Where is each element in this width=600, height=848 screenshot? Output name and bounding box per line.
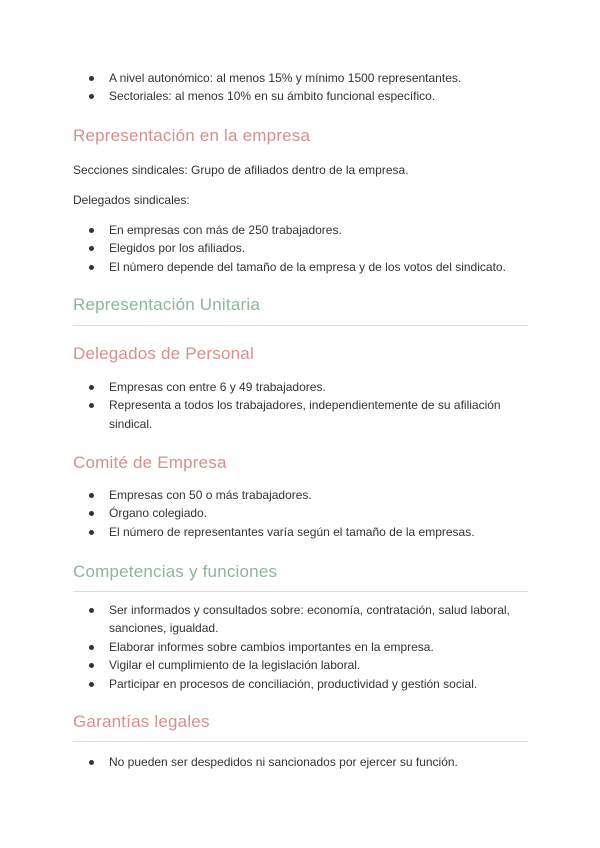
section-comite <box>73 452 528 474</box>
list-item: En empresas con más de 250 trabajadores. <box>73 221 528 239</box>
list-item: Ser informados y consultados sobre: economía, contratación, salud laboral, sanciones, igualdad. <box>73 601 528 638</box>
empresa-list <box>73 221 528 276</box>
competencias-list-block <box>73 601 528 693</box>
list-item: Vigilar el cumplimiento de la legislación laboral. <box>73 656 528 674</box>
garantias-list-block <box>73 753 528 771</box>
garantias-list <box>73 753 528 771</box>
secciones-paragraph-block <box>73 161 528 179</box>
delegados-personal-list <box>73 378 528 433</box>
list-item: Elegidos por los afiliados. <box>73 239 528 257</box>
delegados-personal-list-block <box>73 378 528 433</box>
list-item: Órgano colegiado. <box>73 504 528 522</box>
section-divider <box>73 591 528 592</box>
empresa-list-block <box>73 221 528 276</box>
list-item: Participar en procesos de conciliación, productividad y gestión social. <box>73 675 528 693</box>
section-heading: Competencias y funciones <box>73 562 278 581</box>
secciones-paragraph: Secciones sindicales: Grupo de afiliados dentro de la empresa. <box>73 163 409 177</box>
list-item: Empresas con 50 o más trabajadores. <box>73 486 528 504</box>
section-divider <box>73 325 528 326</box>
delegados-label-block <box>73 191 528 209</box>
section-divider <box>73 741 528 742</box>
list-item: El número de representantes varía según el tamaño de la empresas. <box>73 523 528 541</box>
section-heading: Comité de Empresa <box>73 453 227 472</box>
list-item: Sectoriales: al menos 10% en su ámbito funcional específico. <box>73 87 528 105</box>
section-delegados-personal <box>73 343 528 365</box>
list-item: Empresas con entre 6 y 49 trabajadores. <box>73 378 528 396</box>
section-garantias <box>73 711 528 733</box>
list-item: El número depende del tamaño de la empresa y de los votos del sindicato. <box>73 258 528 276</box>
list-item: Elaborar informes sobre cambios importantes en la empresa. <box>73 638 528 656</box>
intro-list <box>73 69 528 106</box>
section-unitaria <box>73 294 528 316</box>
section-heading: Representación Unitaria <box>73 295 260 314</box>
section-heading: Delegados de Personal <box>73 344 254 363</box>
section-heading: Garantías legales <box>73 712 210 731</box>
comite-list <box>73 486 528 541</box>
competencias-list <box>73 601 528 693</box>
list-item: Representa a todos los trabajadores, independientemente de su afiliación sindical. <box>73 396 528 433</box>
list-item: A nivel autonómico: al menos 15% y mínimo 1500 representantes. <box>73 69 528 87</box>
section-competencias <box>73 561 528 583</box>
intro-list-block <box>73 69 528 106</box>
list-item: No pueden ser despedidos ni sancionados por ejercer su función. <box>73 753 528 771</box>
section-heading: Representación en la empresa <box>73 126 311 145</box>
section-empresa <box>73 125 528 147</box>
delegados-label: Delegados sindicales: <box>73 193 190 207</box>
comite-list-block <box>73 486 528 541</box>
